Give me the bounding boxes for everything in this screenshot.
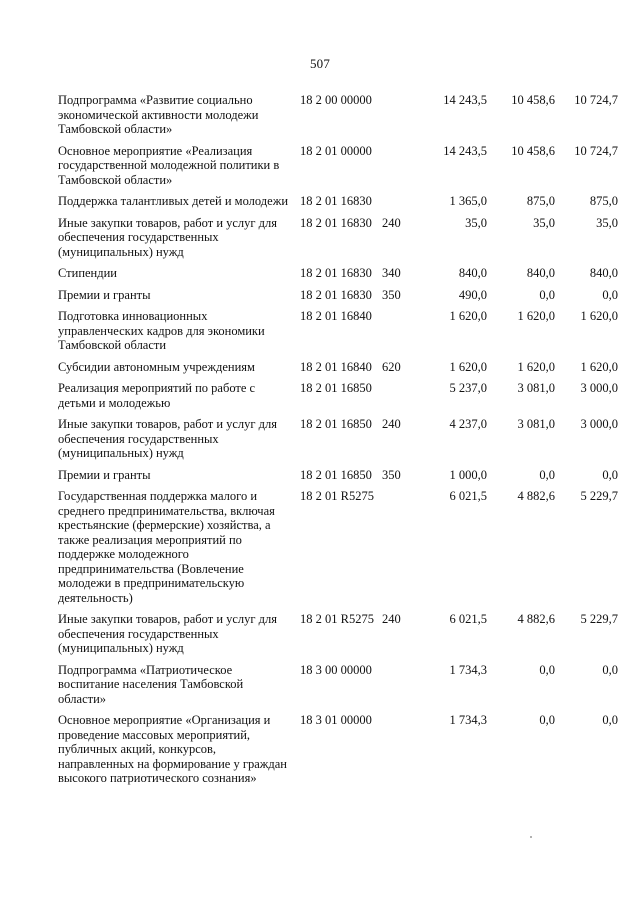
row-amount-year-1: 14 243,5: [443, 93, 487, 107]
scan-speck: [530, 836, 532, 838]
table-row: [58, 468, 618, 490]
row-name: Подпрограмма «Развитие социально экономической активности молодежи Тамбовской области»: [58, 93, 259, 136]
row-expense-type: 350: [382, 287, 401, 302]
table-row: [58, 194, 618, 216]
row-amount-year-3: 5 229,7: [580, 612, 618, 626]
row-expense-type: [382, 381, 412, 417]
row-amount-year-2: 0,0: [539, 287, 555, 302]
row-code: 18 2 01 16830: [300, 266, 372, 280]
row-amount-year-1: 1 365,0: [449, 194, 487, 208]
row-amount-year-1: 5 237,0: [449, 381, 487, 395]
table-row: [58, 144, 618, 195]
row-amount-year-2: 0,0: [539, 662, 555, 677]
page-number: 507: [309, 56, 331, 71]
row-code: 18 3 00 00000: [300, 662, 372, 677]
row-amount-year-3: 1 620,0: [580, 359, 618, 374]
row-amount-year-3: 0,0: [602, 662, 618, 677]
row-code: 18 2 01 16830: [300, 287, 372, 302]
row-amount-year-2: 840,0: [526, 266, 555, 280]
row-amount-year-1: 6 021,5: [449, 612, 487, 626]
row-expense-type: [382, 144, 412, 195]
row-expense-type: [382, 663, 412, 714]
table-row: [58, 713, 618, 786]
table-row: [58, 663, 618, 714]
table-row: [58, 417, 618, 468]
row-code: 18 2 01 16850: [300, 381, 372, 395]
table-row: [58, 381, 618, 417]
row-amount-year-2: 4 882,6: [517, 612, 555, 626]
row-name: Государственная поддержка малого и среднего предпринимательства, включая крестьянские (фермерские) хозяйства, а также реализация мероприятий по поддержке молодежного предпринимательства (Вовлечение молодежи в предпринимательскую деятельность): [58, 489, 275, 605]
row-amount-year-1: 35,0: [465, 215, 487, 230]
row-amount-year-1: 1 620,0: [449, 359, 487, 374]
row-amount-year-1: 1 734,3: [449, 662, 487, 677]
row-amount-year-1: 1 000,0: [449, 467, 487, 482]
table-row: [58, 216, 618, 267]
row-amount-year-3: 3 000,0: [580, 381, 618, 395]
row-code: 18 2 01 16850: [300, 417, 372, 431]
row-amount-year-2: 10 458,6: [511, 143, 555, 158]
row-code: 18 2 01 16830: [300, 194, 372, 208]
row-name: Субсидии автономным учреждениям: [58, 359, 255, 374]
row-name: Основное мероприятие «Реализация государственной молодежной политики в Тамбовской области»: [58, 143, 280, 187]
row-amount-year-2: 875,0: [526, 194, 555, 208]
row-code: 18 2 01 16850: [300, 467, 372, 482]
row-name: Премии и гранты: [58, 467, 151, 482]
row-code: 18 2 01 R5275: [300, 612, 374, 626]
row-amount-year-1: 4 237,0: [449, 417, 487, 431]
row-name: Основное мероприятие «Организация и проведение массовых мероприятий, публичных акций, конкурсов, направленных на формирование у граждан высокого патриотического сознания»: [58, 713, 287, 785]
row-expense-type: [382, 489, 412, 612]
row-amount-year-3: 10 724,7: [574, 93, 618, 107]
row-amount-year-1: 1 734,3: [449, 713, 487, 727]
row-expense-type: [382, 194, 412, 216]
row-amount-year-3: 0,0: [602, 713, 618, 727]
budget-table: [58, 93, 618, 786]
row-amount-year-3: 5 229,7: [580, 489, 618, 503]
row-amount-year-2: 0,0: [539, 467, 555, 482]
row-amount-year-1: 840,0: [458, 266, 487, 280]
row-name: Иные закупки товаров, работ и услуг для обеспечения государственных (муниципальных) нужд: [58, 417, 278, 460]
row-expense-type: 240: [382, 215, 401, 230]
row-code: 18 2 01 16830: [300, 215, 372, 230]
row-expense-type: 240: [382, 612, 401, 626]
row-amount-year-2: 1 620,0: [517, 359, 555, 374]
row-expense-type: 340: [382, 266, 401, 280]
row-amount-year-3: 3 000,0: [580, 417, 618, 431]
row-amount-year-3: 840,0: [589, 266, 618, 280]
row-amount-year-2: 1 620,0: [517, 309, 555, 323]
table-row: [58, 309, 618, 360]
row-name: Иные закупки товаров, работ и услуг для обеспечения государственных (муниципальных) нужд: [58, 215, 278, 259]
row-amount-year-3: 0,0: [602, 467, 618, 482]
row-code: 18 2 01 R5275: [300, 489, 374, 503]
row-amount-year-1: 6 021,5: [449, 489, 487, 503]
row-amount-year-1: 1 620,0: [449, 309, 487, 323]
row-amount-year-2: 4 882,6: [517, 489, 555, 503]
row-name: Поддержка талантливых детей и молодежи: [58, 194, 289, 208]
table-row: [58, 612, 618, 663]
row-amount-year-3: 875,0: [589, 194, 618, 208]
row-name: Реализация мероприятий по работе с детьми и молодежью: [58, 381, 256, 410]
row-expense-type: 240: [382, 417, 401, 431]
table-row: [58, 93, 618, 144]
row-code: 18 2 01 16840: [300, 359, 372, 374]
row-amount-year-2: 10 458,6: [511, 93, 555, 107]
table-row: [58, 360, 618, 382]
row-amount-year-3: 10 724,7: [574, 143, 618, 158]
row-amount-year-2: 3 081,0: [517, 381, 555, 395]
table-row: [58, 288, 618, 310]
row-name: Премии и гранты: [58, 287, 151, 302]
row-name: Стипендии: [58, 266, 117, 280]
row-amount-year-3: 1 620,0: [580, 309, 618, 323]
row-amount-year-3: 0,0: [602, 287, 618, 302]
row-amount-year-2: 0,0: [539, 713, 555, 727]
row-amount-year-3: 35,0: [596, 215, 618, 230]
row-expense-type: [382, 309, 412, 360]
row-name: Подготовка инновационных управленческих кадров для экономики Тамбовской области: [58, 309, 265, 352]
table-row: [58, 489, 618, 612]
row-expense-type: [382, 93, 412, 144]
row-expense-type: [382, 713, 412, 786]
row-code: 18 2 00 00000: [300, 93, 372, 107]
row-name: Иные закупки товаров, работ и услуг для обеспечения государственных (муниципальных) нужд: [58, 612, 278, 655]
row-name: Подпрограмма «Патриотическое воспитание населения Тамбовской области»: [58, 662, 244, 706]
row-amount-year-2: 3 081,0: [517, 417, 555, 431]
row-code: 18 2 01 16840: [300, 309, 372, 323]
row-amount-year-1: 14 243,5: [443, 143, 487, 158]
row-expense-type: 350: [382, 467, 401, 482]
row-amount-year-2: 35,0: [533, 215, 555, 230]
row-code: 18 2 01 00000: [300, 143, 372, 158]
row-expense-type: 620: [382, 359, 401, 374]
table-row: [58, 266, 618, 288]
row-amount-year-1: 490,0: [458, 287, 487, 302]
row-code: 18 3 01 00000: [300, 713, 372, 727]
